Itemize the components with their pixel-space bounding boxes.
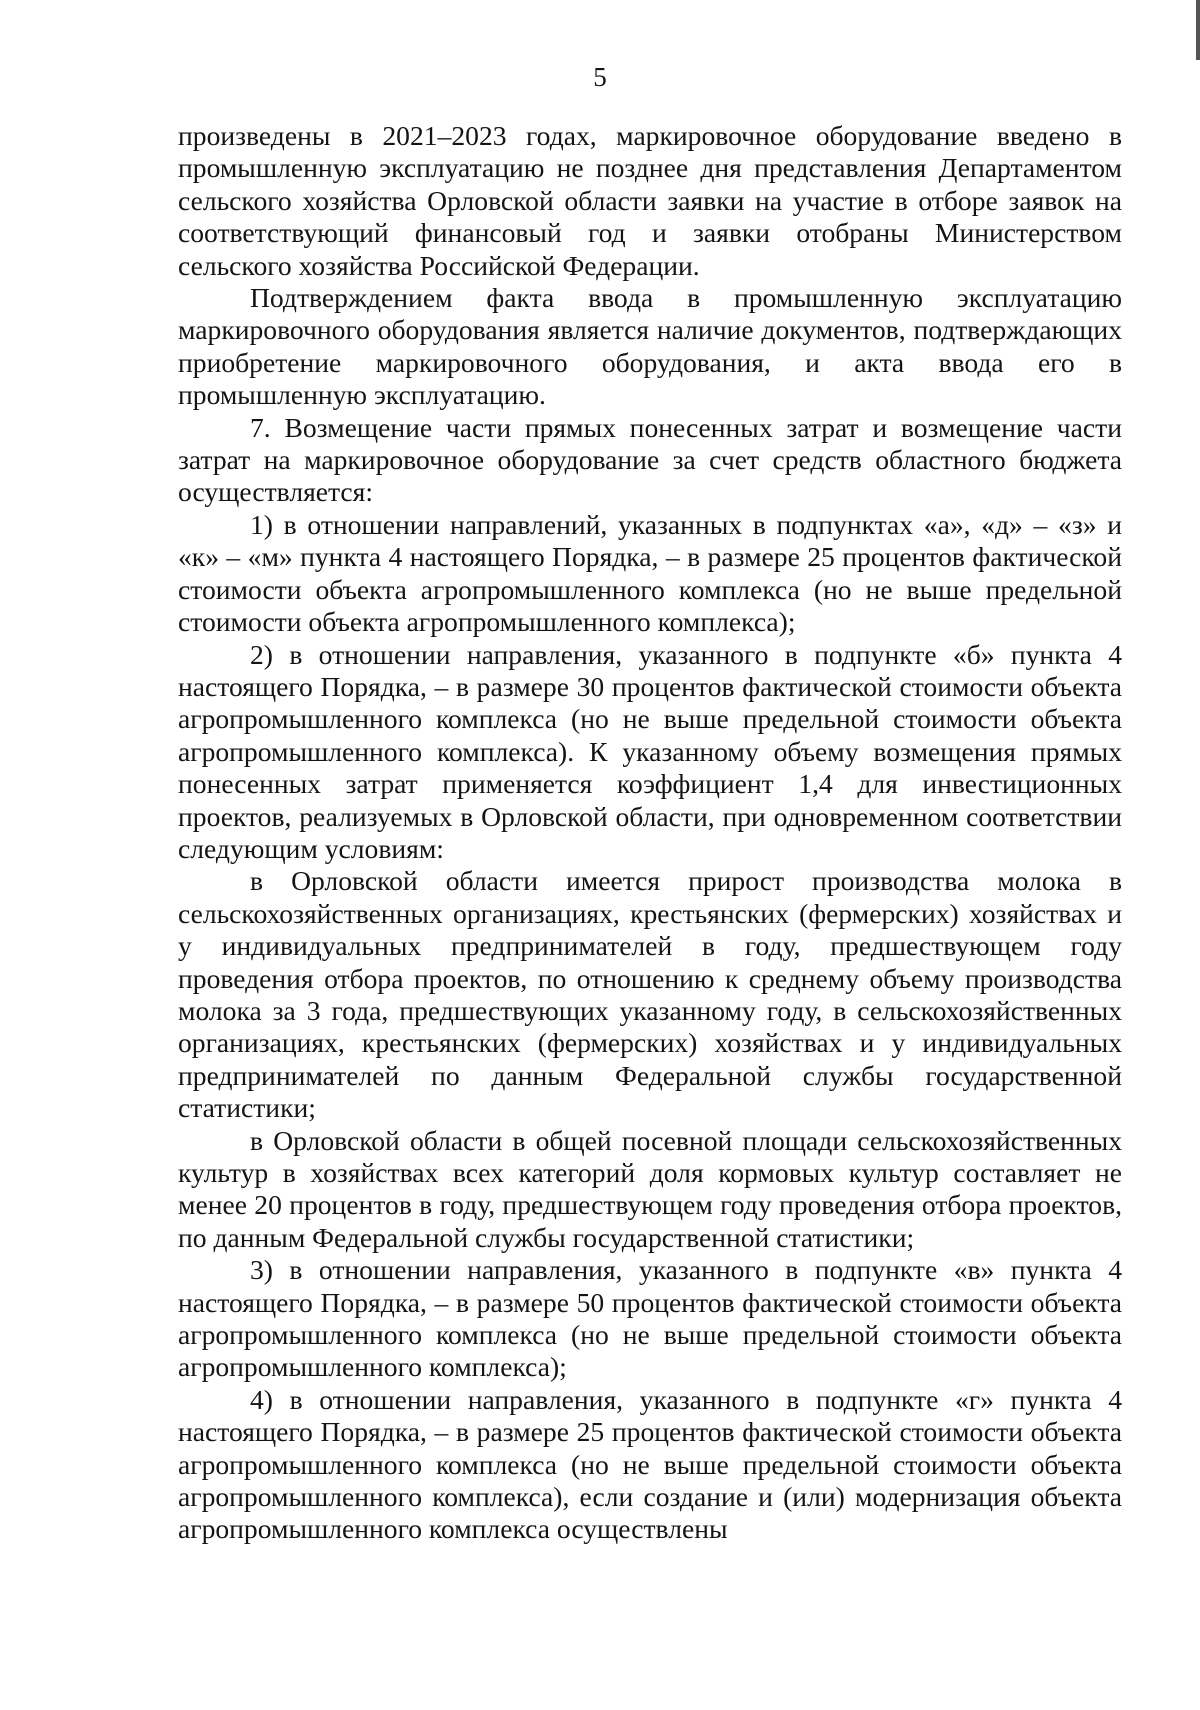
paragraph-condition-fodder: в Орловской области в общей посевной площади сельскохозяйственных культур в хозяйствах всех категорий доля кормовых культур составляет не менее 20 процентов в году, предшествующем году проведения отбора проектов, по данным Федеральной службы государственной статистики; (178, 1124, 1122, 1253)
paragraph-subitem-1: 1) в отношении направлений, указанных в подпунктах «а», «д» – «з» и «к» – «м» пункта 4 настоящего Порядка, – в размере 25 процентов фактической стоимости объекта агропромышленного комплекса (но не выше предельной стоимости объекта агропромышленного комплекса); (178, 508, 1122, 638)
scan-edge-mark (1196, 0, 1200, 60)
paragraph-subitem-3: 3) в отношении направления, указанного в подпункте «в» пункта 4 настоящего Порядка, – в размере 50 процентов фактической стоимости объекта агропромышленного комплекса (но не выше предельной стоимости объекта агропромышленного комплекса); (178, 1254, 1122, 1383)
paragraph-continuation: произведены в 2021–2023 годах, маркировочное оборудование введено в промышленную эксплуатацию не позднее дня представления Департаментом сельского хозяйства Орловской области заявки на участие в отборе заявок на соответствующий финансовый год и заявки отобраны Министерством сельского хозяйства Российской Федерации. (178, 120, 1122, 281)
page-number: 5 (593, 62, 607, 92)
document-body (178, 120, 1122, 1546)
paragraph-confirmation: Подтверждением факта ввода в промышленную эксплуатацию маркировочного оборудования является наличие документов, подтверждающих приобретение маркировочного оборудования, и акта ввода его в промышленную эксплуатацию. (178, 282, 1122, 411)
paragraph-subitem-2: 2) в отношении направления, указанного в подпункте «б» пункта 4 настоящего Порядка, – в размере 30 процентов фактической стоимости объекта агропромышленного комплекса (но не выше предельной стоимости объекта агропромышленного комплекса). К указанному объему возмещения прямых понесенных затрат применяется коэффициент 1,4 для инвестиционных проектов, реализуемых в Орловской области, при одновременном соответствии следующим условиям: (178, 638, 1122, 864)
paragraph-subitem-4: 4) в отношении направления, указанного в подпункте «г» пункта 4 настоящего Порядка, – в размере 25 процентов фактической стоимости объекта агропромышленного комплекса (но не выше предельной стоимости объекта агропромышленного комплекса), если создание и (или) модернизация объекта агропромышленного комплекса осуществлены (178, 1383, 1122, 1545)
paragraph-condition-milk: в Орловской области имеется прирост производства молока в сельскохозяйственных организациях, крестьянских (фермерских) хозяйствах и у индивидуальных предпринимателей в году, предшествующем году проведения отбора проектов, по отношению к среднему объему производства молока за 3 года, предшествующих указанному году, в сельскохозяйственных организациях, крестьянских (фермерских) хозяйствах и у индивидуальных предпринимателей по данным Федеральной службы государственной статистики; (178, 865, 1122, 1124)
paragraph-item-7: 7. Возмещение части прямых понесенных затрат и возмещение части затрат на маркировочное оборудование за счет средств областного бюджета осуществляется: (178, 411, 1122, 508)
